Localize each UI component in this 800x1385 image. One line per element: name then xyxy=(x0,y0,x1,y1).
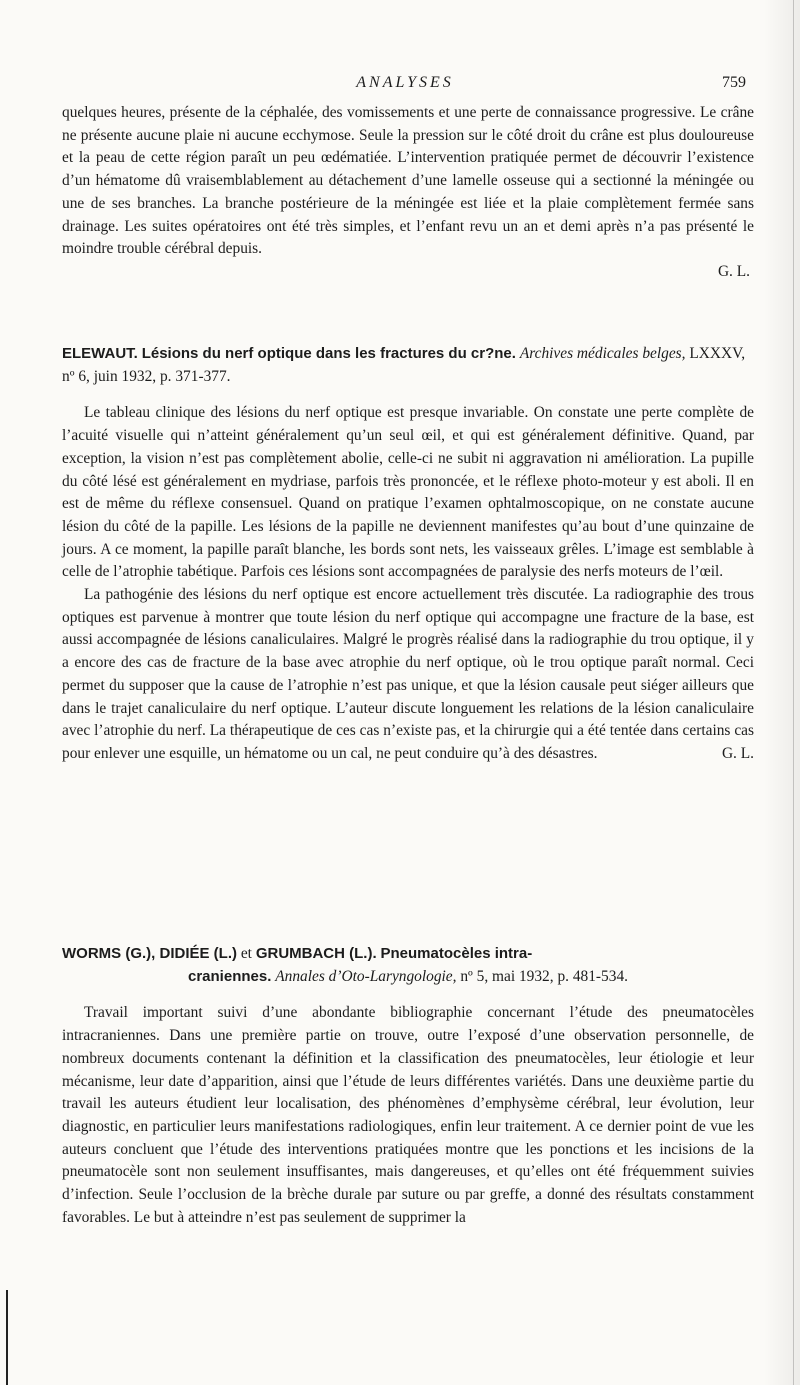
article-elewaut-paragraph-1: Le tableau clinique des lésions du nerf optique est presque invariable. On constate une perte complète de l’acuité visuelle qui n’atteint généralement qu’un seul œil, et qui est généralement définitive. Quand, par exception, la vision n’est pas complètement abolie, celle-ci ne subit ni aggravation ni amélioration. La pupille du côté lésé est généralement en mydriase, parfois très prononcée, et le réflexe photo-moteur y est aboli. Il en est de même du réflexe consensuel. Quand on pratique l’examen ophtalmoscopique, on ne constate aucune lésion du côté de la papille. Les lésions de la papille ne deviennent manifestes qu’au bout d’une quinzaine de jours. A ce moment, la papille paraît blanche, les bords sont nets, les vaisseaux grêles. L’image est semblable à celle de l’atrophie tabétique. Parfois ces lésions sont accompagnées de paralysie des nerfs moteurs de l’œil. xyxy=(62,404,754,581)
article-worms-title-2: craniennes. xyxy=(188,967,272,985)
page-number: 759 xyxy=(722,74,746,91)
article-elewaut-citation: LXXXV, nº 6, juin 1932, p. 371-377. xyxy=(62,345,746,385)
article-continued xyxy=(62,102,754,284)
article-continued-paragraph: quelques heures, présente de la céphalée, des vomissements et une perte de connaissance progressive. Le crâne ne présente aucune plaie ni aucune ecchymose. Seule la pression sur le côté droit du crâne est plus douloureuse et la peau de cette région paraît un peu œdématiée. L’intervention pratiquée permet de découvrir l’existence d’un hématome dû vraisemblablement au détachement d’une lamelle osseuse qui a sectionné la méningée ou une de ses branches. La branche postérieure de la méningée est liée et la plaie complètement fermée sans drainage. Les suites opératoires ont été très simples, et l’enfant revu un an et demi après n’a pas présenté le moindre trouble cérébral depuis. xyxy=(62,104,754,258)
article-elewaut-author: ELEWAUT. xyxy=(62,345,138,362)
article-worms-heading-line-2 xyxy=(62,966,754,989)
article-worms-citation: nº 5, mai 1932, p. 481-534. xyxy=(460,967,628,985)
article-elewaut-signature: G. L. xyxy=(721,744,754,762)
article-worms-author-2: GRUMBACH (L.). xyxy=(255,945,377,962)
article-elewaut-title: Lésions du nerf optique dans les fractures du cr?ne. xyxy=(141,345,516,362)
article-elewaut-journal: Archives médicales belges, xyxy=(519,345,686,362)
margin-mark xyxy=(6,1290,8,1385)
article-elewaut-paragraph-2-text: La pathogénie des lésions du nerf optique est encore actuellement très discutée. La radiographie des trous optiques est parvenue à montrer que toute lésion du nerf optique qui accompagne une fracture de la base, est aussi accompagnée de lésions canaliculaires. Malgré le progrès réalisé dans la radiographie du trou optique, il y a encore des cas de fracture de la base avec atrophie du nerf optique, où le trou optique paraît normal. Ceci permet du supposer que la cause de l’atrophie n’est pas unique, et que la lésion causale peut siéger ailleurs que dans le trajet canaliculaire du nerf optique. L’auteur discute longuement les relations de la lésion canaliculaire avec l’atrophie du nerf. La thérapeutique de ces cas n’existe pas, et la chirurgie qui a été tentée dans certains cas pour enlever une esquille, un hématome ou un cal, ne peut conduire qu’à des désastres. xyxy=(62,586,754,762)
article-worms-journal: Annales d’Oto-Laryngologie, xyxy=(275,967,457,985)
running-head xyxy=(0,70,800,100)
article-elewaut-heading xyxy=(62,343,754,388)
page-edge-shadow xyxy=(764,0,800,1385)
article-worms-heading xyxy=(62,943,754,988)
article-worms-paragraph: Travail important suivi d’une abondante bibliographie concernant l’étude des pneumatocèles intracraniennes. Dans une première partie on trouve, outre l’exposé d’une observation personnelle, de nombreux documents contenant la définition et la classification des pneumatocèles, leur étiologie et leur mécanisme, leur date d’apparition, ainsi que l’étude de leurs différentes variétés. Dans une deuxième partie du travail les auteurs étudient leur localisation, des phénomènes d’emphysème cérébral, leur évolution, leur diagnostic, en particulier leurs manifestations radiologiques, enfin leur traitement. A ce dernier point de vue les auteurs concluent que l’étude des interventions pratiquées montre que les ponctions et les incisions de la pneumatocèle sont non seulement insuffisantes, mais dangereuses, et qu’elles ont été fréquemment suivies d’infection. Seule l’occlusion de la brèche durale par suture ou par greffe, a donné des résultats constamment favorables. Le but à atteindre n’est pas seulement de supprimer la xyxy=(62,1004,754,1226)
article-continued-signature: G. L. xyxy=(717,262,750,280)
article-elewaut-paragraph-2 xyxy=(62,584,754,766)
article-worms xyxy=(62,943,754,1229)
page-edge-line xyxy=(793,0,794,1385)
article-worms-title-1: Pneumatocèles intra- xyxy=(380,945,533,962)
article-worms-conjunction: et xyxy=(240,945,252,962)
running-title: ANALYSES xyxy=(356,74,454,91)
article-elewaut xyxy=(62,343,754,766)
article-worms-authors: WORMS (G.), DIDIÉE (L.) xyxy=(62,945,237,962)
